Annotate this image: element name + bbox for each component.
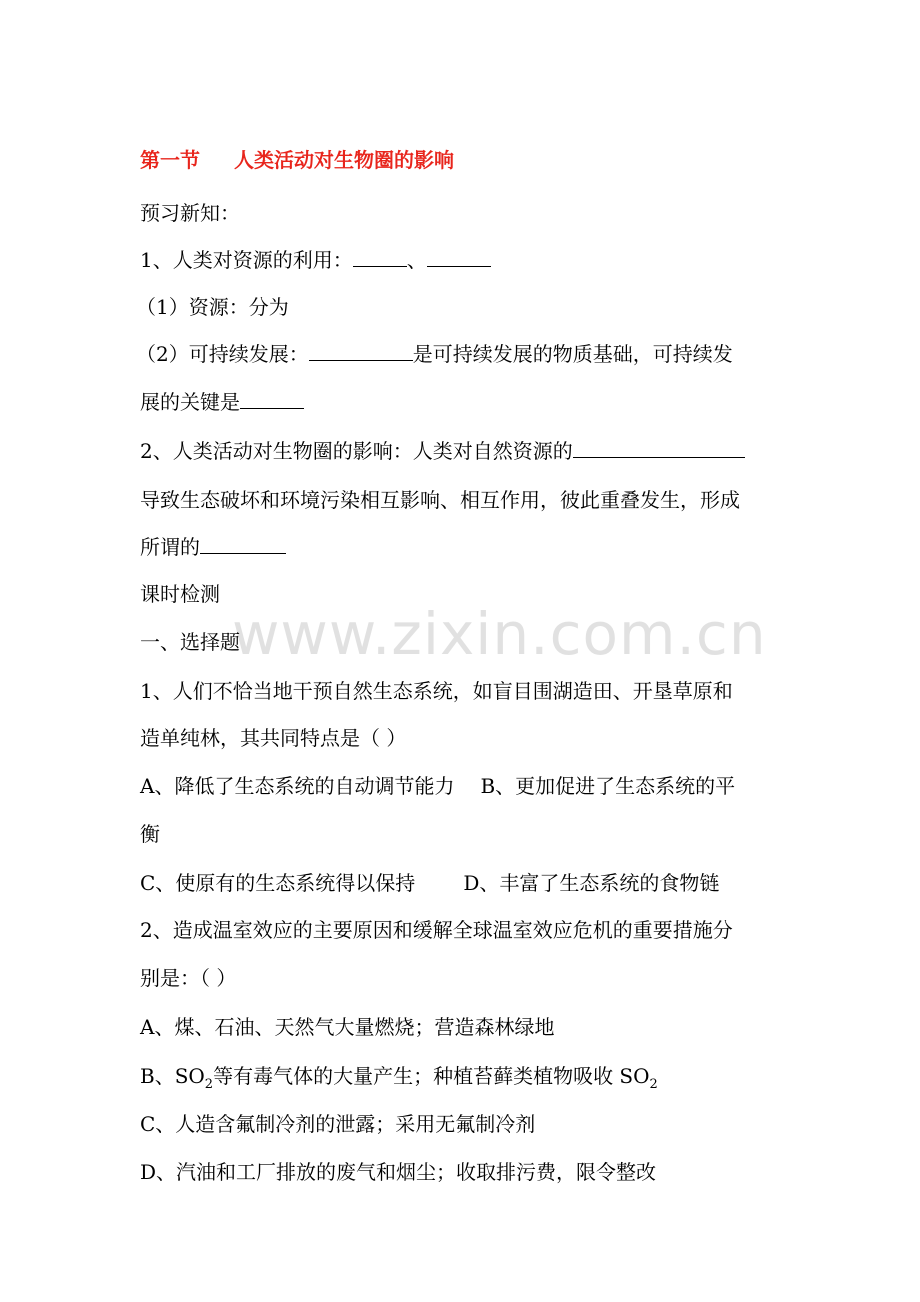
- option-a: A、降低了生态系统的自动调节能力: [140, 774, 455, 798]
- preview-question-1a: （1）资源：分为: [136, 295, 289, 319]
- question-1-options-ab: [140, 772, 790, 800]
- option-d: D、丰富了生态系统的食物链: [463, 871, 720, 895]
- choice-section-heading: 一、选择题: [140, 630, 240, 654]
- preview-question-2-line2: 导致生态破坏和环境污染相互影响、相互作用，彼此重叠发生，形成: [140, 488, 740, 512]
- option-b: B、更加促进了生态系统的平: [480, 774, 736, 798]
- preview-question-2: 2、人类活动对生物圈的影响：人类对自然资源的: [140, 437, 790, 465]
- question-1-option-b-cont: 衡: [140, 822, 160, 846]
- section-heading: 人类活动对生物圈的影响: [234, 148, 454, 172]
- question-2-option-b: B、$SO_2$等有毒气体的大量产生；种植苔藓类植物吸收 $SO_2$: [140, 1064, 658, 1092]
- blank: [309, 340, 413, 361]
- blank: [573, 437, 745, 458]
- question-2-line1: 2、造成温室效应的主要原因和缓解全球温室效应危机的重要措施分: [140, 918, 733, 942]
- blank: [240, 388, 304, 409]
- section-title: [140, 146, 790, 174]
- preview-question-1b: （2）可持续发展： 是可持续发展的物质基础，可持续发: [136, 342, 733, 366]
- watermark: www.zixin.com.cn: [232, 600, 767, 668]
- option-c: C、使原有的生态系统得以保持: [140, 871, 416, 895]
- preview-question-1b-line2: 展的关键是: [140, 388, 790, 416]
- preview-question-2-line3: 所谓的: [140, 533, 790, 561]
- check-label: 课时检测: [140, 582, 220, 606]
- question-2-option-d: D、汽油和工厂排放的废气和烟尘；收取排污费，限令整改: [140, 1160, 657, 1184]
- question-1-options-cd: [140, 869, 790, 897]
- question-1-line2: 造单纯林，其共同特点是（ ）: [140, 726, 407, 750]
- preview-label: 预习新知：: [140, 201, 240, 225]
- question-2-line2: 别是：（ ）: [140, 966, 237, 990]
- section-number: 第一节: [140, 148, 200, 172]
- blank: [427, 246, 491, 267]
- question-2-option-a: A、煤、石油、天然气大量燃烧；营造森林绿地: [140, 1015, 555, 1039]
- blank: [200, 533, 286, 554]
- question-2-option-c: C、人造含氟制冷剂的泄露；采用无氟制冷剂: [140, 1112, 536, 1136]
- blank: [353, 246, 407, 267]
- preview-question-1: 1、人类对资源的利用： 、: [140, 246, 790, 274]
- question-1-line1: 1、人们不恰当地干预自然生态系统，如盲目围湖造田、开垦草原和: [140, 679, 733, 703]
